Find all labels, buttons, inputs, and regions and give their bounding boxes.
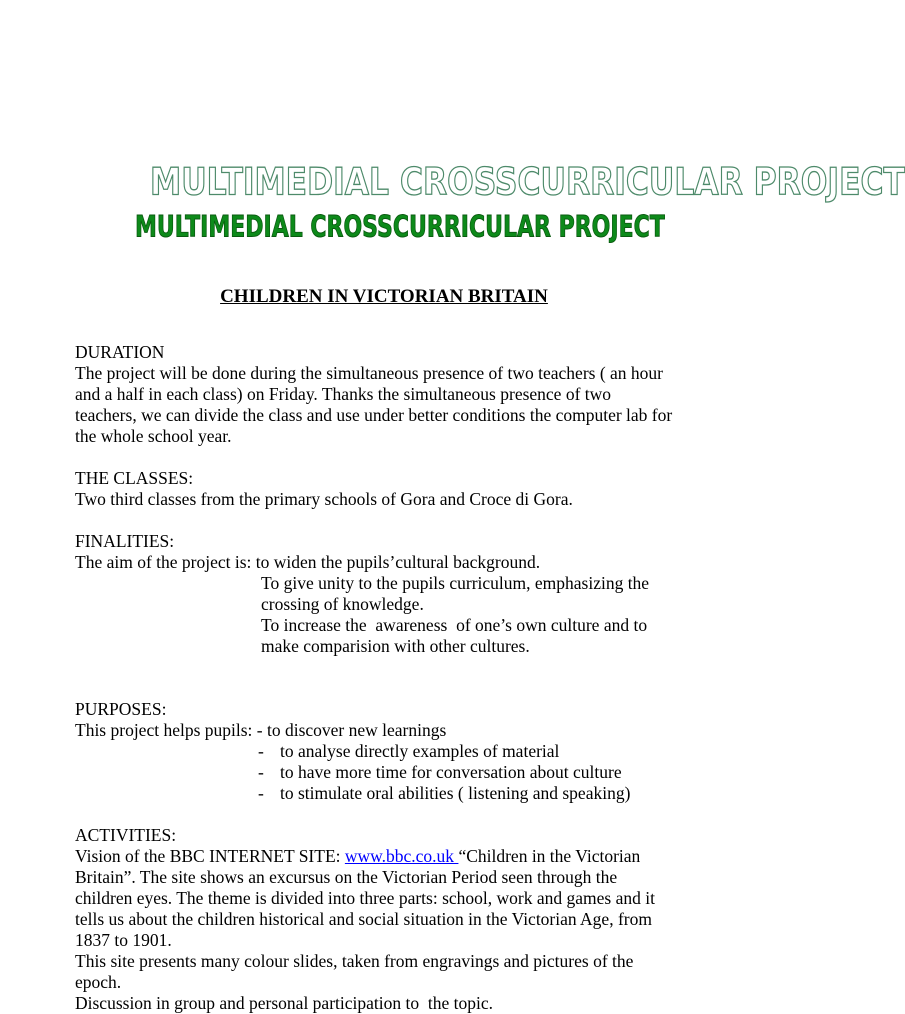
activities-line: children eyes. The theme is divided into three parts: school, work and games and it [75, 888, 655, 908]
purposes-bullet: to have more time for conversation about culture [280, 762, 622, 782]
activities-heading: ACTIVITIES: [75, 825, 177, 845]
classes-heading: THE CLASSES: [75, 468, 194, 488]
purposes-heading: PURPOSES: [75, 699, 167, 719]
purposes-lead: This project helps pupils: - to discover new learnings [75, 720, 447, 740]
purposes-bullet-dash: - [258, 741, 264, 761]
activities-line: 1837 to 1901. [75, 930, 172, 950]
finalities-item: crossing of knowledge. [261, 594, 424, 614]
finalities-item: make comparision with other cultures. [261, 636, 530, 656]
finalities-lead: The aim of the project is: to widen the pupils’cultural background. [75, 552, 541, 572]
duration-line: The project will be done during the simultaneous presence of two teachers ( an hour [75, 363, 664, 383]
wordart-title-outline: MULTIMEDIAL CROSSCURRICULAR PROJECT [150, 159, 905, 204]
duration-heading: DURATION [75, 342, 165, 362]
purposes-bullet: to analyse directly examples of material [280, 741, 560, 761]
activities-suffix: “Children in the Victorian [458, 846, 641, 866]
activities-line: Britain”. The site shows an excursus on the Victorian Period seen through the [75, 867, 618, 887]
activities-line: tells us about the children historical and social situation in the Victorian Age, from [75, 909, 652, 929]
finalities-heading: FINALITIES: [75, 531, 175, 551]
finalities-item: To increase the awareness of one’s own culture and to [261, 615, 648, 635]
page-title [0, 286, 768, 307]
activities-line: Discussion in group and personal participation to the topic. [75, 993, 493, 1013]
activities-line: epoch. [75, 972, 122, 992]
purposes-bullet: to stimulate oral abilities ( listening and speaking) [280, 783, 631, 803]
finalities-item: To give unity to the pupils curriculum, emphasizing the [261, 573, 650, 593]
duration-line: the whole school year. [75, 426, 232, 446]
duration-line: and a half in each class) on Friday. Thanks the simultaneous presence of two [75, 384, 612, 404]
page-title-text: CHILDREN IN VICTORIAN BRITAIN [220, 286, 548, 307]
classes-line: Two third classes from the primary schools of Gora and Croce di Gora. [75, 489, 573, 509]
bbc-site-link[interactable]: www.bbc.co.uk [344, 846, 459, 866]
purposes-bullet-dash: - [258, 783, 264, 803]
activities-prefix: Vision of the BBC INTERNET SITE: [75, 846, 345, 866]
activities-line: This site presents many colour slides, taken from engravings and pictures of the [75, 951, 634, 971]
duration-line: teachers, we can divide the class and use under better conditions the computer lab for [75, 405, 673, 425]
wordart-title-green: MULTIMEDIAL CROSSCURRICULAR PROJECT [135, 209, 665, 244]
activities-line [75, 846, 715, 867]
purposes-bullet-dash: - [258, 762, 264, 782]
